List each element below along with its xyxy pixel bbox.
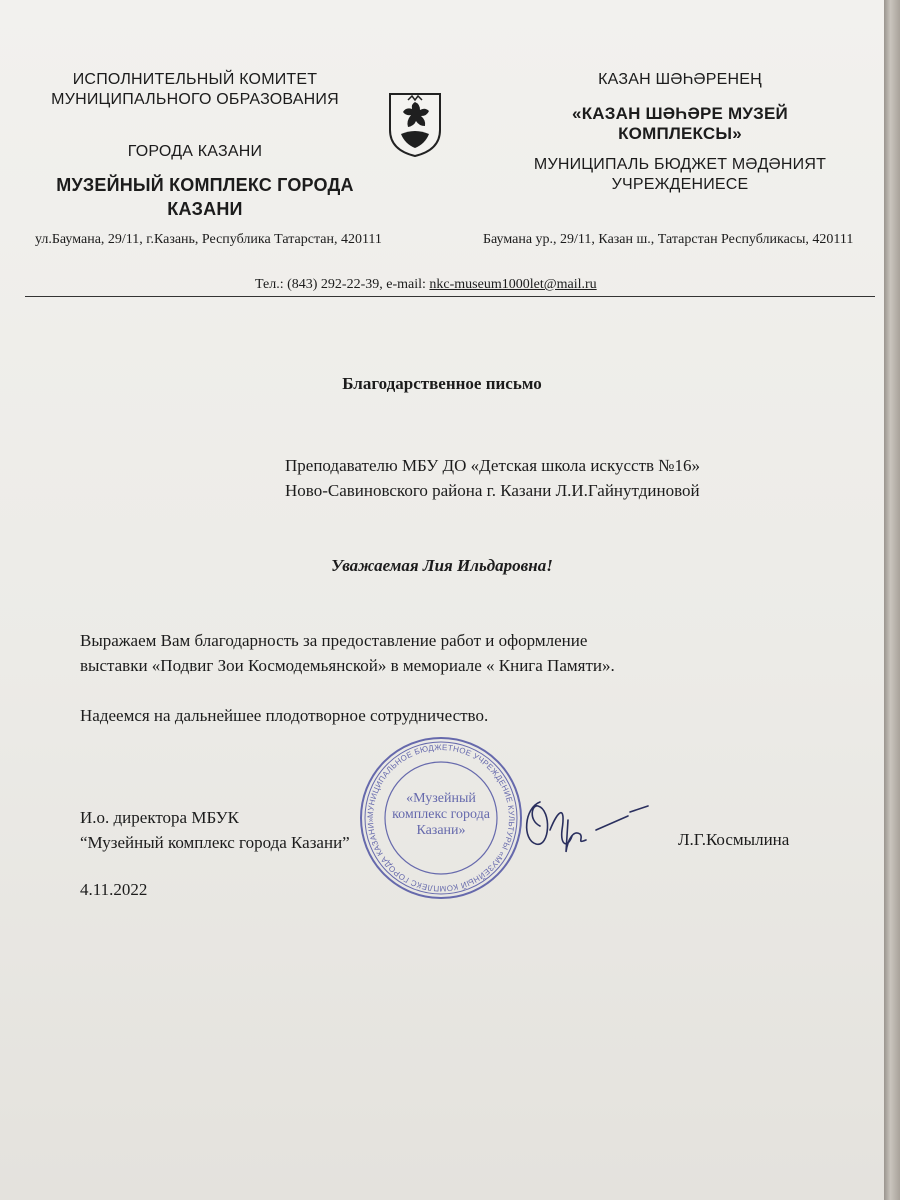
kazan-coat-of-arms-icon	[386, 90, 444, 158]
body-closing-line: Надеемся на дальнейшее плодотворное сотрудничество.	[80, 706, 489, 725]
salutation: Уважаемая Лия Ильдаровна!	[331, 556, 553, 575]
addressee-line-2: Ново-Савиновского района г. Казани Л.И.Гайнутдиновой	[285, 481, 700, 500]
table-background-edge	[884, 0, 900, 1200]
header-right-institution-type: МУНИЦИПАЛЬ БЮДЖЕТ МӘДӘНИЯТ УЧРЕЖДЕНИЕСЕ	[533, 156, 827, 193]
header-divider	[25, 296, 875, 297]
phone-label: Тел.: (843) 292-22-39, e-mail:	[255, 277, 430, 292]
header-right-organization: «КАЗАН ШӘҺӘРЕ МУЗЕЙ КОМПЛЕКСЫ»	[572, 104, 788, 143]
header-right-city: КАЗАН ШӘҺӘРЕНЕҢ	[598, 71, 762, 88]
letter-date: 4.11.2022	[80, 880, 148, 899]
address-russian: ул.Баумана, 29/11, г.Казань, Республика Татарстан, 420111	[35, 232, 382, 247]
header-left-organization: МУЗЕЙНЫЙ КОМПЛЕКС ГОРОДА КАЗАНИ	[56, 175, 354, 219]
email-link[interactable]: nkc-museum1000let@mail.ru	[429, 277, 597, 292]
signature-title	[80, 805, 350, 855]
signer-name: Л.Г.Космылина	[678, 830, 790, 849]
body-line-1: Выражаем Вам благодарность за предоставление работ и оформление	[80, 631, 588, 650]
body-line-2: выставки «Подвиг Зои Космодемьянской» в мемориале « Книга Памяти».	[80, 656, 615, 675]
contact-line	[255, 276, 597, 294]
sign-title-line-1: И.о. директора МБУК	[80, 808, 240, 827]
stamp-ring-text: МУНИЦИПАЛЬНОЕ БЮДЖЕТНОЕ УЧРЕЖДЕНИЕ КУЛЬТУРЫ «МУЗЕЙНЫЙ КОМПЛЕКС ГОРОДА КАЗАНИ»	[365, 742, 517, 894]
address-tatar: Баумана ур., 29/11, Казан ш., Татарстан Республикасы, 420111	[483, 232, 854, 247]
sign-title-line-2: “Музейный комплекс города Казани”	[80, 833, 350, 852]
letter-body	[80, 628, 800, 678]
addressee	[285, 453, 700, 503]
round-stamp	[358, 735, 524, 901]
stamp-center-text: «Музейный комплекс города Казани»	[392, 791, 490, 838]
letter-title: Благодарственное письмо	[342, 374, 542, 393]
addressee-line-1: Преподавателю МБУ ДО «Детская школа искусств №16»	[285, 456, 700, 475]
header-left-city: ГОРОДА КАЗАНИ	[127, 143, 263, 160]
handwritten-signature-icon	[510, 790, 650, 870]
header-left-authority: ИСПОЛНИТЕЛЬНЫЙ КОМИТЕТ МУНИЦИПАЛЬНОГО ОБРАЗОВАНИЯ	[51, 71, 339, 108]
